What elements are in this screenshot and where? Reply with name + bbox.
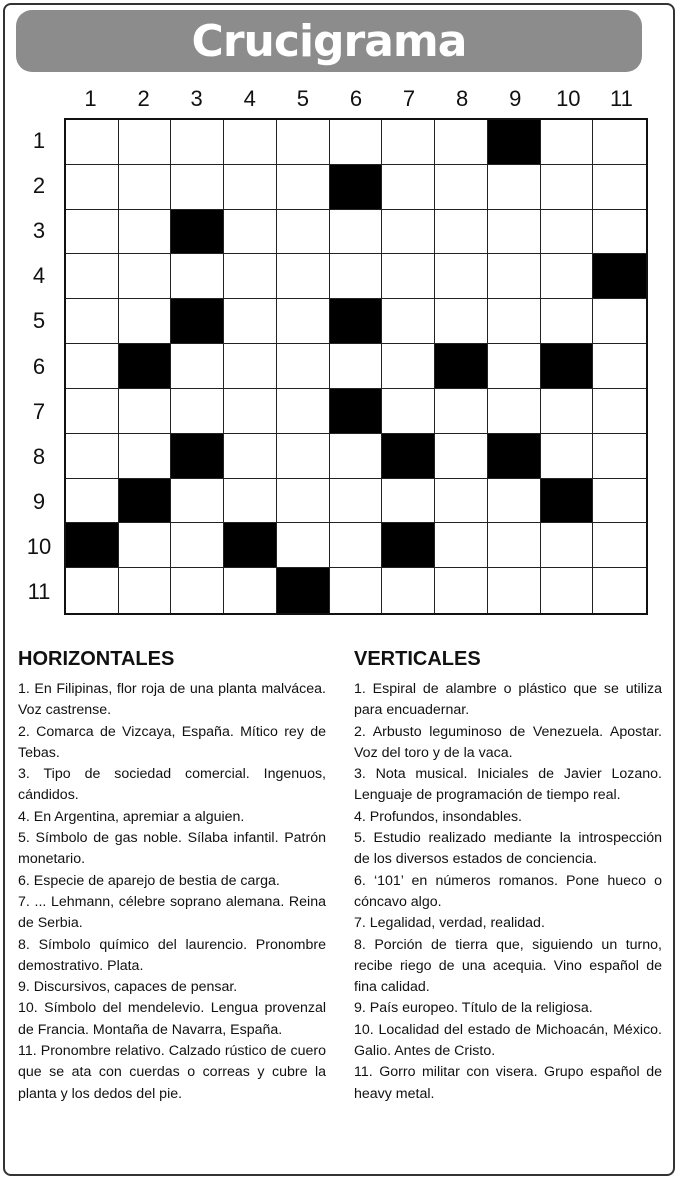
grid-cell[interactable] bbox=[488, 344, 541, 389]
grid-cell[interactable] bbox=[382, 568, 435, 613]
crossword-grid bbox=[64, 118, 648, 615]
grid-cell[interactable] bbox=[224, 165, 277, 210]
grid-cell[interactable] bbox=[593, 523, 646, 568]
grid-cell[interactable] bbox=[66, 434, 119, 479]
grid-cell[interactable] bbox=[382, 254, 435, 299]
grid-cell[interactable] bbox=[66, 389, 119, 434]
grid-cell[interactable] bbox=[224, 568, 277, 613]
grid-cell[interactable] bbox=[435, 210, 488, 255]
horizontal-clue: 11. Pronombre relativo. Calzado rústico de cuero que se ata con cuerdas o correas y cubre la planta y los dedos del pie. bbox=[18, 1043, 326, 1102]
grid-cell[interactable] bbox=[66, 165, 119, 210]
grid-cell[interactable] bbox=[541, 523, 594, 568]
grid-cell[interactable] bbox=[435, 568, 488, 613]
vertical-clue: 5. Estudio realizado mediante la introspección de los diversos estados de conciencia. bbox=[354, 830, 662, 868]
grid-cell[interactable] bbox=[171, 389, 224, 434]
black-cell bbox=[488, 120, 541, 165]
vertical-clue: 8. Porción de tierra que, siguiendo un turno, recibe riego de una acequia. Vino español de fina calidad. bbox=[354, 936, 662, 996]
grid-cell[interactable] bbox=[435, 479, 488, 524]
column-number: 4 bbox=[243, 86, 256, 111]
row-number: 8 bbox=[32, 443, 46, 469]
grid-cell[interactable] bbox=[277, 120, 330, 165]
vertical-clue: 6. ‘101’ en números romanos. Pone hueco o cóncavo algo. bbox=[354, 872, 662, 910]
black-cell bbox=[171, 434, 224, 479]
grid-cell[interactable] bbox=[66, 299, 119, 344]
black-cell bbox=[382, 434, 435, 479]
column-number: 5 bbox=[296, 86, 309, 111]
grid-cell[interactable] bbox=[488, 165, 541, 210]
grid-cell[interactable] bbox=[593, 389, 646, 434]
grid-cell[interactable] bbox=[435, 523, 488, 568]
grid-cell[interactable] bbox=[277, 479, 330, 524]
grid-cell[interactable] bbox=[488, 210, 541, 255]
grid-cell[interactable] bbox=[382, 389, 435, 434]
black-cell bbox=[593, 254, 646, 299]
grid-cell[interactable] bbox=[593, 299, 646, 344]
black-cell bbox=[119, 344, 172, 389]
grid-cell[interactable] bbox=[277, 434, 330, 479]
horizontal-clue: 2. Comarca de Vizcaya, España. Mítico rey de Tebas. bbox=[18, 723, 326, 761]
black-cell bbox=[488, 434, 541, 479]
grid-cell[interactable] bbox=[382, 210, 435, 255]
black-cell bbox=[171, 299, 224, 344]
row-number: 1 bbox=[32, 127, 46, 153]
grid-cell[interactable] bbox=[330, 479, 383, 524]
horizontal-clue: 3. Tipo de sociedad comercial. Ingenuos, cándidos. bbox=[18, 766, 326, 804]
grid-cell[interactable] bbox=[224, 344, 277, 389]
grid-cell[interactable] bbox=[382, 299, 435, 344]
horizontal-clue: 7. ... Lehmann, célebre soprano alemana. Reina de Serbia. bbox=[18, 893, 326, 932]
grid-cell[interactable] bbox=[488, 523, 541, 568]
grid-cell[interactable] bbox=[435, 254, 488, 299]
grid-cell[interactable] bbox=[277, 254, 330, 299]
grid-cell[interactable] bbox=[330, 568, 383, 613]
grid-cell[interactable] bbox=[277, 210, 330, 255]
grid-cell[interactable] bbox=[171, 344, 224, 389]
grid-cell[interactable] bbox=[224, 120, 277, 165]
grid-cell[interactable] bbox=[593, 210, 646, 255]
grid-cell[interactable] bbox=[541, 434, 594, 479]
grid-cell[interactable] bbox=[541, 568, 594, 613]
column-number: 3 bbox=[190, 86, 203, 111]
grid-cell[interactable] bbox=[382, 479, 435, 524]
grid-cell[interactable] bbox=[277, 523, 330, 568]
grid-cell[interactable] bbox=[488, 299, 541, 344]
grid-cell[interactable] bbox=[330, 434, 383, 479]
grid-cell[interactable] bbox=[119, 254, 172, 299]
grid-cell[interactable] bbox=[277, 299, 330, 344]
grid-cell[interactable] bbox=[435, 434, 488, 479]
grid-cell[interactable] bbox=[171, 254, 224, 299]
grid-cell[interactable] bbox=[541, 389, 594, 434]
grid-cell[interactable] bbox=[593, 568, 646, 613]
row-number: 11 bbox=[27, 579, 51, 605]
column-number: 11 bbox=[609, 86, 633, 111]
grid-cell[interactable] bbox=[541, 299, 594, 344]
vertical-clue: 10. Localidad del estado de Michoacán, México. Galio. Antes de Cristo. bbox=[354, 1021, 662, 1060]
grid-cell[interactable] bbox=[382, 165, 435, 210]
vertical-clue: 4. Profundos, insondables. bbox=[354, 808, 522, 825]
grid-cell[interactable] bbox=[541, 254, 594, 299]
grid-cell[interactable] bbox=[488, 254, 541, 299]
grid-cell[interactable] bbox=[488, 568, 541, 613]
grid-cell[interactable] bbox=[593, 434, 646, 479]
grid-cell[interactable] bbox=[119, 210, 172, 255]
grid-cell[interactable] bbox=[593, 165, 646, 210]
grid-cell[interactable] bbox=[224, 299, 277, 344]
horizontal-clue: 6. Especie de aparejo de bestia de carga. bbox=[18, 872, 280, 889]
grid-cell[interactable] bbox=[171, 523, 224, 568]
row-number: 5 bbox=[32, 308, 46, 334]
grid-cell[interactable] bbox=[66, 568, 119, 613]
grid-cell[interactable] bbox=[593, 344, 646, 389]
column-number: 6 bbox=[349, 86, 363, 111]
grid-cell[interactable] bbox=[119, 568, 172, 613]
horizontal-clue: 4. En Argentina, apremiar a alguien. bbox=[18, 808, 245, 825]
black-cell bbox=[119, 479, 172, 524]
grid-cell[interactable] bbox=[119, 120, 172, 165]
grid-cell[interactable] bbox=[66, 344, 119, 389]
vertical-clue: 11. Gorro militar con visera. Grupo español de heavy metal. bbox=[354, 1064, 662, 1102]
vertical-clue: 9. País europeo. Título de la religiosa. bbox=[354, 1000, 593, 1017]
black-cell bbox=[224, 523, 277, 568]
grid-cell[interactable] bbox=[66, 210, 119, 255]
horizontal-clue: 8. Símbolo químico del laurencio. Pronombre demostrativo. Plata. bbox=[18, 936, 326, 974]
grid-cell[interactable] bbox=[224, 389, 277, 434]
grid-cell[interactable] bbox=[488, 479, 541, 524]
grid-cell[interactable] bbox=[66, 120, 119, 165]
black-cell bbox=[171, 210, 224, 255]
horizontal-clue: 5. Símbolo de gas noble. Sílaba infantil. Patrón monetario. bbox=[18, 830, 326, 868]
column-number: 9 bbox=[509, 86, 522, 111]
horizontal-clue: 9. Discursivos, capaces de pensar. bbox=[18, 979, 238, 996]
black-cell bbox=[330, 389, 383, 434]
grid-cell[interactable] bbox=[435, 120, 488, 165]
grid-cell[interactable] bbox=[541, 165, 594, 210]
grid-cell[interactable] bbox=[224, 479, 277, 524]
column-number: 8 bbox=[456, 86, 469, 111]
column-number: 10 bbox=[556, 86, 581, 111]
vertical-heading: VERTICALES bbox=[354, 648, 481, 670]
grid-cell[interactable] bbox=[330, 254, 383, 299]
grid-cell[interactable] bbox=[277, 389, 330, 434]
grid-cell[interactable] bbox=[119, 523, 172, 568]
grid-cell[interactable] bbox=[330, 210, 383, 255]
black-cell bbox=[382, 523, 435, 568]
vertical-clues bbox=[354, 648, 662, 1105]
grid-cell[interactable] bbox=[119, 299, 172, 344]
grid-cell[interactable] bbox=[224, 254, 277, 299]
grid-cell[interactable] bbox=[382, 344, 435, 389]
horizontal-clue: 1. En Filipinas, flor roja de una planta malvácea. Voz castrense. bbox=[18, 681, 326, 719]
grid-cell[interactable] bbox=[66, 479, 119, 524]
column-number: 1 bbox=[84, 86, 97, 111]
grid-cell[interactable] bbox=[119, 434, 172, 479]
title-banner bbox=[16, 10, 642, 72]
grid-cell[interactable] bbox=[224, 210, 277, 255]
black-cell bbox=[330, 299, 383, 344]
horizontal-heading: HORIZONTALES bbox=[18, 648, 175, 670]
grid-cell[interactable] bbox=[330, 344, 383, 389]
black-cell bbox=[541, 479, 594, 524]
grid-cell[interactable] bbox=[277, 165, 330, 210]
grid-cell[interactable] bbox=[119, 389, 172, 434]
grid-cell[interactable] bbox=[488, 389, 541, 434]
grid-cell[interactable] bbox=[224, 434, 277, 479]
page-title: Crucigrama bbox=[191, 15, 467, 67]
grid-cell[interactable] bbox=[593, 120, 646, 165]
horizontal-clue: 10. Símbolo del mendelevio. Lengua provenzal de Francia. Montaña de Navarra, España. bbox=[18, 1000, 326, 1038]
row-number: 3 bbox=[32, 217, 46, 243]
vertical-clue: 1. Espiral de alambre o plástico que se utiliza para encuadernar. bbox=[354, 681, 662, 719]
grid-cell[interactable] bbox=[330, 120, 383, 165]
grid-cell[interactable] bbox=[277, 344, 330, 389]
grid-cell[interactable] bbox=[435, 299, 488, 344]
black-cell bbox=[330, 165, 383, 210]
grid-cell[interactable] bbox=[119, 165, 172, 210]
grid-cell[interactable] bbox=[171, 165, 224, 210]
row-number: 6 bbox=[32, 353, 46, 379]
row-number: 4 bbox=[32, 263, 46, 289]
row-number: 10 bbox=[26, 534, 52, 560]
vertical-clue: 2. Arbusto leguminoso de Venezuela. Apostar. Voz del toro y de la vaca. bbox=[354, 723, 662, 761]
vertical-clue: 3. Nota musical. Iniciales de Javier Lozano. Lenguaje de programación de tiempo real. bbox=[354, 766, 662, 804]
grid-cell[interactable] bbox=[435, 389, 488, 434]
grid-cell[interactable] bbox=[171, 568, 224, 613]
grid-cell[interactable] bbox=[541, 210, 594, 255]
black-cell bbox=[435, 344, 488, 389]
grid-cell[interactable] bbox=[593, 479, 646, 524]
grid-cell[interactable] bbox=[171, 479, 224, 524]
grid-cell[interactable] bbox=[541, 120, 594, 165]
column-number: 2 bbox=[137, 86, 150, 111]
grid-cell[interactable] bbox=[382, 120, 435, 165]
grid-cell[interactable] bbox=[435, 165, 488, 210]
black-cell bbox=[66, 523, 119, 568]
grid-cell[interactable] bbox=[330, 523, 383, 568]
row-number: 2 bbox=[32, 172, 46, 198]
horizontal-clues bbox=[18, 648, 326, 1105]
row-number: 9 bbox=[32, 489, 46, 515]
black-cell bbox=[277, 568, 330, 613]
vertical-clue: 7. Legalidad, verdad, realidad. bbox=[354, 915, 545, 932]
grid-cell[interactable] bbox=[66, 254, 119, 299]
row-number: 7 bbox=[32, 398, 46, 424]
black-cell bbox=[541, 344, 594, 389]
grid-cell[interactable] bbox=[171, 120, 224, 165]
column-number: 7 bbox=[402, 86, 416, 111]
